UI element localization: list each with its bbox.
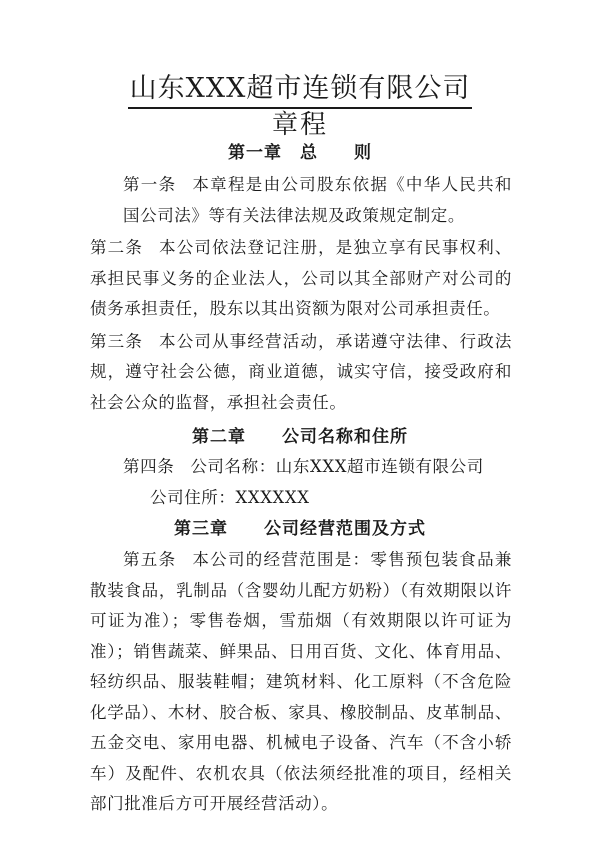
- chapter-1-body: [90, 170, 512, 418]
- article-4-name-line: 公司名称：山东XXX超市连锁有限公司: [190, 457, 484, 476]
- article-2: [90, 233, 512, 325]
- article-4-address: [90, 483, 512, 514]
- article-5: [90, 545, 512, 820]
- chapter-2-heading: 第二章 公司名称和住所: [192, 427, 408, 447]
- article-3-label: 第三条: [90, 331, 144, 351]
- document-subtitle: 章程: [271, 110, 328, 140]
- article-1-text: 本章程是由公司股东依据《中华人民共和国公司法》等有关法律法规及政策规定制定。: [123, 175, 512, 225]
- article-2-label: 第二条: [90, 238, 144, 257]
- chapter-1-heading: 第一章 总 则: [228, 143, 372, 163]
- chapter-3-body: [90, 545, 512, 820]
- article-4-address-line: 公司住所：XXXXXX: [150, 487, 310, 507]
- article-3: [90, 327, 512, 419]
- chapter-3-heading: 第三章 公司经营范围及方式: [174, 519, 426, 539]
- article-2-text: 本公司依法登记注册，是独立享有民事权利、承担民事义务的企业法人，公司以其全部财产对公司的债务承担责任，股东以其出资额为限对公司承担责任。: [90, 238, 512, 318]
- article-1: [90, 170, 512, 231]
- article-5-text: 本公司的经营范围是：零售预包装食品兼散装食品，乳制品（含婴幼儿配方奶粉）（有效期限以许可证为准）；零售卷烟，雪茄烟（有效期限以许可证为准）；销售蔬菜、鲜果品、日用百货、文化、体育用品、轻纺织品、服装鞋帽；建筑材料、化工原料（不含危险化学品）、木材、胶合板、家具、橡胶制品、皮革制品、五金交电、家用电器、机械电子设备、汽车（不含小轿车）及配件、农机农具（依法须经批准的项目，经相关部门批准后方可开展经营活动）。: [90, 550, 512, 813]
- company-name-title: 山东XXX超市连锁有限公司: [128, 72, 473, 109]
- article-1-label: 第一条: [123, 175, 177, 194]
- article-4-label: 第四条: [123, 457, 175, 476]
- article-5-label: 第五条: [123, 550, 177, 569]
- chapter-2-body: [90, 452, 512, 513]
- article-3-text: 本公司从事经营活动，承诺遵守法律、行政法规，遵守社会公德，商业道德，诚实守信，接受政府和社会公众的监督，承担社会责任。: [90, 331, 512, 412]
- document-title: [0, 72, 600, 109]
- article-4: [90, 452, 512, 483]
